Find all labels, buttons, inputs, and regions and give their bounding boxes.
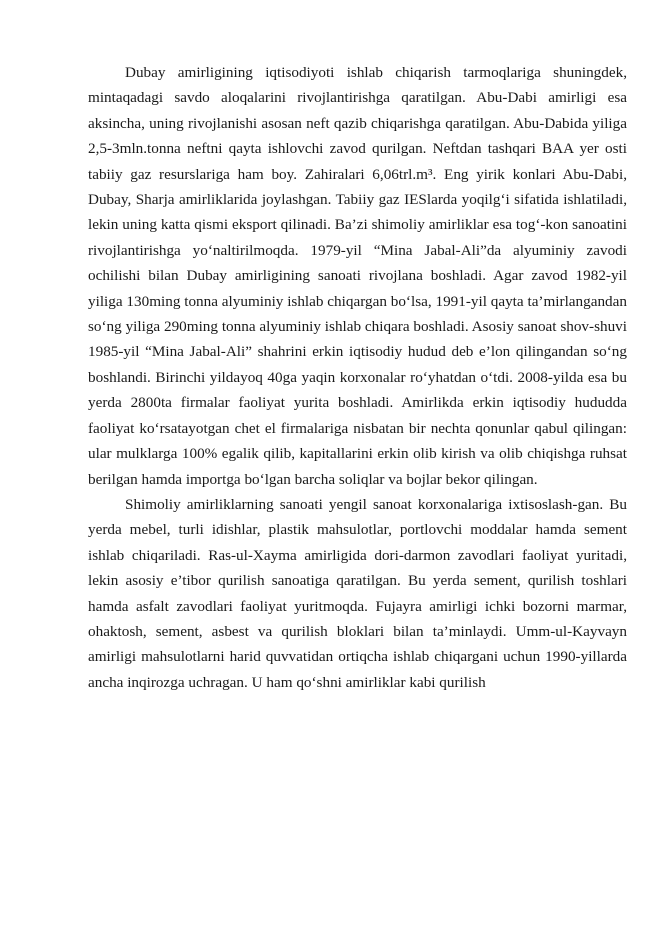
document-body	[88, 60, 627, 695]
paragraph-northern-emirates-industry: Shimoliy amirliklarning sanoati yengil sanoat korxonalariga ixtisoslash-gan. Bu yerda mebel, turli idishlar, plastik mahsulotlar, portlovchi moddalar hamda sement ishlab chiqariladi. Ras-ul-Xayma amirligida dori-darmon zavodlari faoliyat yuritadi, lekin asosiy e’tibor qurilish sanoatiga qaratilgan. Bu yerda sement, qurilish toshlari hamda asfalt zavodlari faoliyat yuritmoqda. Fujayra amirligi ichki bozorni marmar, ohaktosh, sement, asbest va qurilish bloklari bilan ta’minlaydi. Umm-ul-Kayvayn amirligi mahsulotlarni harid quvvatidan ortiqcha ishlab chiqargani uchun 1990-yillarda ancha inqirozga uchragan. U ham qo‘shni amirliklar kabi qurilish	[88, 495, 627, 691]
paragraph-dubai-economy: Dubay amirligining iqtisodiyoti ishlab chiqarish tarmoqlariga shuningdek, mintaqadagi savdo aloqalarini rivojlantirishga qaratilgan. Abu-Dabi amirligi esa aksincha, uning rivojlanishi asosan neft qazib chiqarishga qaratilgan. Abu-Dabida yiliga 2,5-3mln.tonna neftni qayta ishlovchi zavod qurilgan. Neftdan tashqari BAA yer osti tabiiy gaz resurslariga ham boy. Zahiralari 6,06trl.m³. Eng yirik konlari Abu-Dabi, Dubay, Sharja amirliklarida joylashgan. Tabiiy gaz IESlarda yoqilg‘i sifatida ishlatiladi, lekin uning katta qismi eksport qilinadi. Ba’zi shimoliy amirliklar esa tog‘-kon sanoatini rivojlantirishga yo‘naltirilmoqda. 1979-yil “Mina Jabal-Ali”da alyuminiy zavodi ochilishi bilan Dubay amirligining sanoati rivojlana boshladi. Agar zavod 1982-yil yiliga 130ming tonna alyuminiy ishlab chiqargan bo‘lsa, 1991-yil qayta ta’mirlangandan so‘ng yiliga 290ming tonna alyuminiy ishlab chiqara boshladi. Asosiy sanoat shov-shuvi 1985-yil “Mina Jabal-Ali” shahrini erkin iqtisodiy hudud deb e’lon qilingandan so‘ng boshlandi. Birinchi yildayoq 40ga yaqin korxonalar ro‘yhatdan o‘tdi. 2008-yilda esa bu yerda 2800ta firmalar faoliyat yurita boshladi. Amirlikda erkin iqtisodiy hududda faoliyat ko‘rsatayotgan chet el firmalariga nisbatan bir nechta qonunlar qabul qilingan: ular mulklarga 100% egalik qilib, kapitallarini erkin olib kirish va olib chiqishga ruhsat berilgan hamda importga bo‘lgan barcha soliqlar va bojlar bekor qilingan.	[88, 64, 627, 488]
